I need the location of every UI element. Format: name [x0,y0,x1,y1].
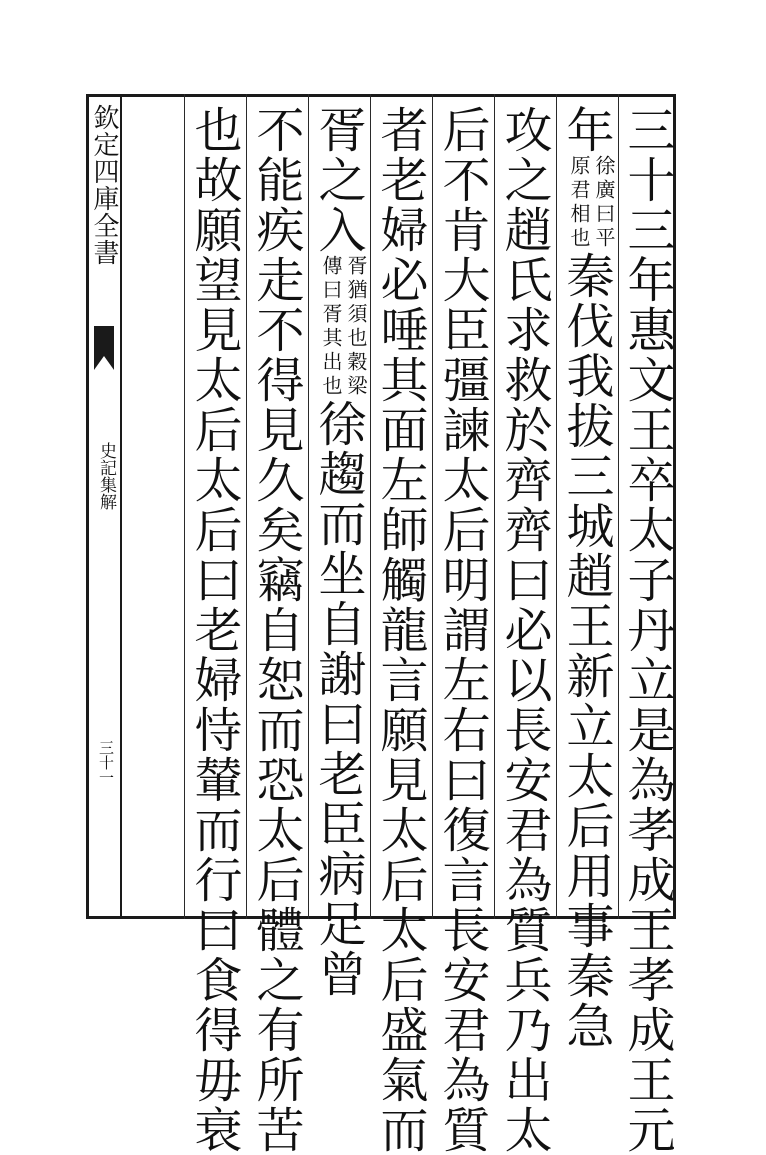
text-column [432,105,492,1155]
collection-title: 欽定四庫全書 [89,104,119,266]
text-column [556,105,616,1051]
main-text: 攻之趙氏求救於齊齊曰必以長安君為質兵乃出太 [496,105,552,1155]
main-text: 不能疾走不得見久矣竊自恕而恐太后體之有所苦 [248,105,304,1155]
page-number: 三十一 [97,740,115,785]
main-text: 秦伐我拔三城趙王新立太后用事秦急 [558,251,614,1051]
text-column [308,105,368,999]
note-line: 胥猶須也穀梁 [344,255,368,399]
main-text: 三十三年惠文王卒太子丹立是為孝成王孝成王元 [619,105,675,1155]
main-text: 者老婦必唾其面左師觸龍言願見太后太后盛氣而 [372,105,428,1155]
book-title: 史記集解 [96,442,116,510]
text-column [184,105,244,1155]
note-line: 傳曰胥其出也 [319,255,343,399]
text-column [246,105,306,1155]
fish-tail-mark-icon [92,326,116,370]
text-column [494,105,554,1155]
main-text: 也故願望見太后太后曰老婦恃輦而行曰食得毋衰 [186,105,242,1155]
commentary-note [318,255,368,399]
text-column [370,105,430,1155]
note-line: 原君相也 [567,155,591,251]
commentary-note [566,155,616,251]
main-text: 年 [558,105,614,155]
main-text: 徐趨而坐自謝曰老臣病足曾 [310,399,366,999]
main-text: 后不肯大臣彊諫太后明謂左右曰復言長安君為質 [434,105,490,1155]
main-text: 胥之入 [310,105,366,255]
text-column [617,105,677,1155]
note-line: 徐廣曰平 [592,155,616,251]
